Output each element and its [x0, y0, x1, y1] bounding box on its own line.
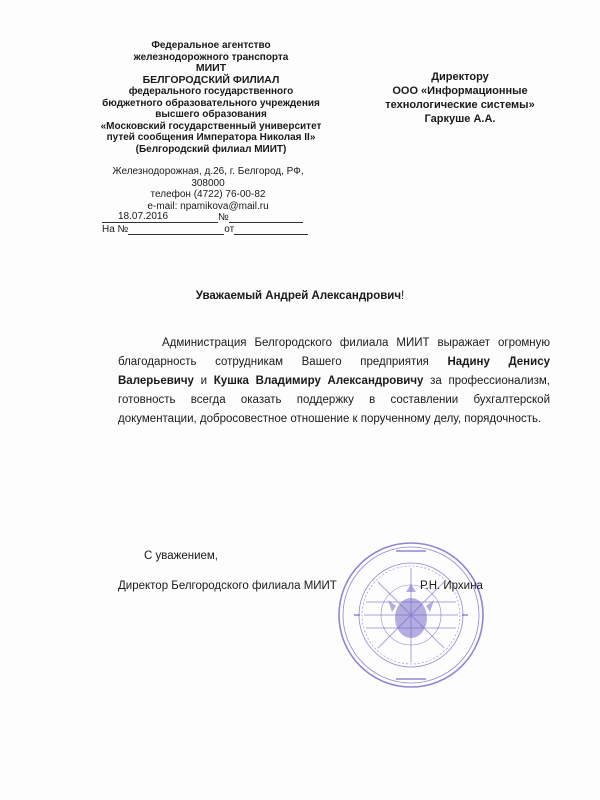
- recipient-company1: ООО «Информационные: [392, 85, 528, 97]
- sender-agency: Федеральное агентство: [151, 40, 271, 51]
- registration-number-label: №: [218, 212, 229, 223]
- body-name1: Надину Денису Валерьевичу: [118, 356, 550, 387]
- letter-body: [118, 334, 550, 429]
- registration-ref-row: [102, 223, 308, 235]
- salutation-mark: !: [401, 290, 405, 302]
- body-part3: за профессионализм, готовность всегда оказать поддержку в составлении бухгалтерской документации, добросовестное отношение к порученному делу, порядочность.: [118, 375, 550, 425]
- body-part1: Администрация Белгородского филиала МИИТ выражает огромную благодарность сотрудникам Вашего предприятия: [118, 337, 550, 368]
- sender-abbr: МИИТ: [195, 62, 227, 74]
- registration-from-label: от: [224, 224, 235, 235]
- sender-agency-type: железнодорожного транспорта: [133, 51, 289, 63]
- address-phone: телефон (4722) 76-00-82: [150, 189, 266, 200]
- registration-ref-label: На №: [102, 224, 129, 235]
- body-part2: и: [193, 375, 214, 387]
- body-name2: Кушка Владимиру Александровичу: [213, 375, 424, 387]
- recipient-position: Директору: [431, 71, 489, 83]
- sender-address: [108, 166, 308, 212]
- address-email: e-mail: npamikova@mail.ru: [147, 200, 269, 212]
- salutation-text: Уважаемый Андрей Александрович: [195, 290, 402, 302]
- address-zip: 308000: [191, 177, 225, 189]
- sender-line10: (Белгородский филиал МИИТ): [135, 143, 287, 155]
- address-street: Железнодорожная, д.26, г. Белгород, РФ,: [112, 166, 304, 177]
- official-stamp: [336, 540, 486, 690]
- recipient-company2: технологические системы»: [385, 99, 535, 111]
- closing-regards: С уважением,: [144, 550, 218, 562]
- sender-line5: федерального государственного: [128, 86, 294, 97]
- sender-line8: «Московский государственный университет: [100, 120, 322, 132]
- closing-position: Директор Белгородского филиала МИИТ: [118, 580, 337, 592]
- recipient-name: Гаркуше А.А.: [424, 113, 496, 125]
- recipient-block: [350, 70, 570, 126]
- sender-line6: бюджетного образовательного учреждения: [102, 97, 320, 109]
- sender-branch: БЕЛГОРОДСКИЙ ФИЛИАЛ: [142, 73, 280, 86]
- sender-block: [92, 40, 330, 155]
- sender-line7: высшего образования: [155, 109, 267, 120]
- registration-date-row: [102, 211, 303, 223]
- body-paragraph: [118, 334, 550, 429]
- sender-line9: путей сообщения Императора Николая II»: [106, 132, 316, 143]
- salutation: [0, 290, 600, 302]
- signer-name: Р.Н. Ирхина: [420, 580, 483, 592]
- registration-date: 18.07.2016: [118, 211, 169, 222]
